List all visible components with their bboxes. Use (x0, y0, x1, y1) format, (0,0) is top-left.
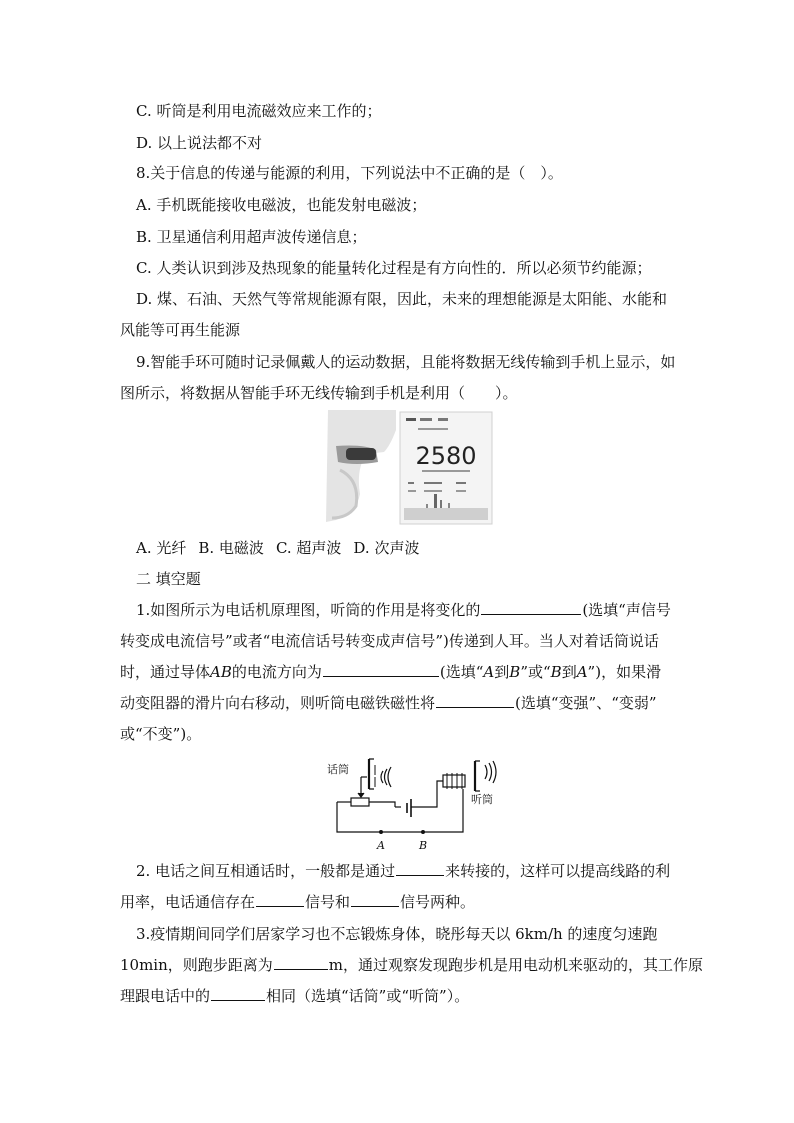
q9-stem-cont: 图所示，将数据从智能手环无线传输到手机是利用（ ）。 (120, 384, 518, 402)
step-count: 2580 (415, 442, 477, 470)
answer-blank[interactable] (323, 662, 439, 677)
point-b-dot (421, 830, 425, 834)
section-title: 二 填空题 (136, 570, 201, 588)
f3-line-2: 10min，则跑步距离为 m，通过观察发现跑步机是用电动机来驱动的，其工作原 (120, 956, 704, 974)
f3-line-1: 3.疫情期间同学们居家学习也不忘锻炼身体，晓彤每天以 6km/h 的速度匀速跑 (136, 925, 658, 943)
telephone-circuit-diagram (325, 755, 510, 855)
answer-blank[interactable] (436, 693, 514, 708)
smart-band-photo (326, 410, 494, 526)
answer-blank[interactable] (256, 892, 304, 907)
answer-blank[interactable] (274, 955, 328, 970)
q9-option-a: A. 光纤 (136, 539, 187, 557)
q9-option-d: D. 次声波 (353, 539, 420, 557)
q8-option-a: A. 手机既能接收电磁波，也能发射电磁波； (136, 196, 427, 214)
answer-blank[interactable] (396, 861, 444, 876)
rheostat (351, 798, 369, 806)
smart-band-icon (346, 448, 376, 460)
q9-option-b: B. 电磁波 (198, 539, 264, 557)
q8-option-d: D. 煤、石油、天然气等常规能源有限，因此，未来的理想能源是太阳能、水能和 (136, 290, 668, 308)
point-b-label: B (419, 839, 428, 852)
f2-line-1: 2. 电话之间互相通话时，一般都是通过 来转接的，这样可以提高线路的利 (136, 862, 671, 880)
point-a-label: A (377, 839, 385, 852)
answer-blank[interactable] (481, 600, 581, 615)
q9-options (136, 538, 431, 558)
f1-line-1: 1.如图所示为电话机原理图，听筒的作用是将变化的 (选填“声信号 (136, 601, 671, 619)
battery (407, 799, 411, 817)
f3-line-3: 理跟电话中的 相同（选填“话筒”或“听筒”）。 (120, 987, 470, 1005)
f1-line-3: 时，通过导体AB的电流方向为 (选填“A到B”或“B到A”)，如果滑 (120, 663, 662, 681)
mic-label: 话筒 (327, 763, 349, 776)
earpiece-label: 听筒 (471, 793, 493, 806)
answer-blank[interactable] (211, 986, 265, 1001)
answer-blank[interactable] (351, 892, 399, 907)
q8-option-d-cont: 风能等可再生能源 (120, 321, 241, 339)
q9-stem: 9.智能手环可随时记录佩戴人的运动数据，且能将数据无线传输到手机上显示，如 (136, 353, 676, 371)
q7-option-d: D. 以上说法都不对 (136, 134, 263, 152)
point-a-dot (379, 830, 383, 834)
f1-line-4: 动变阻器的滑片向右移动，则听筒电磁铁磁性将 (选填“变强”、“变弱” (120, 694, 657, 712)
f1-line-5: 或“不变”)。 (120, 725, 202, 743)
q8-option-c: C. 人类认识到涉及热现象的能量转化过程是有方向性的．所以必须节约能源； (136, 259, 652, 277)
q8-option-b: B. 卫星通信利用超声波传递信息； (136, 228, 367, 246)
q9-option-c: C. 超声波 (275, 539, 342, 557)
f1-line-2: 转变成电流信号”或者“电流信话号转变成声信号”)传递到人耳。当人对着话筒说话 (120, 632, 659, 650)
f2-line-2: 用率，电话通信存在 信号和 信号两种。 (120, 893, 476, 911)
q8-stem: 8.关于信息的传递与能源的利用，下列说法中不正确的是（ ）。 (136, 164, 563, 182)
q7-option-c: C. 听筒是利用电流磁效应来工作的； (136, 102, 382, 120)
